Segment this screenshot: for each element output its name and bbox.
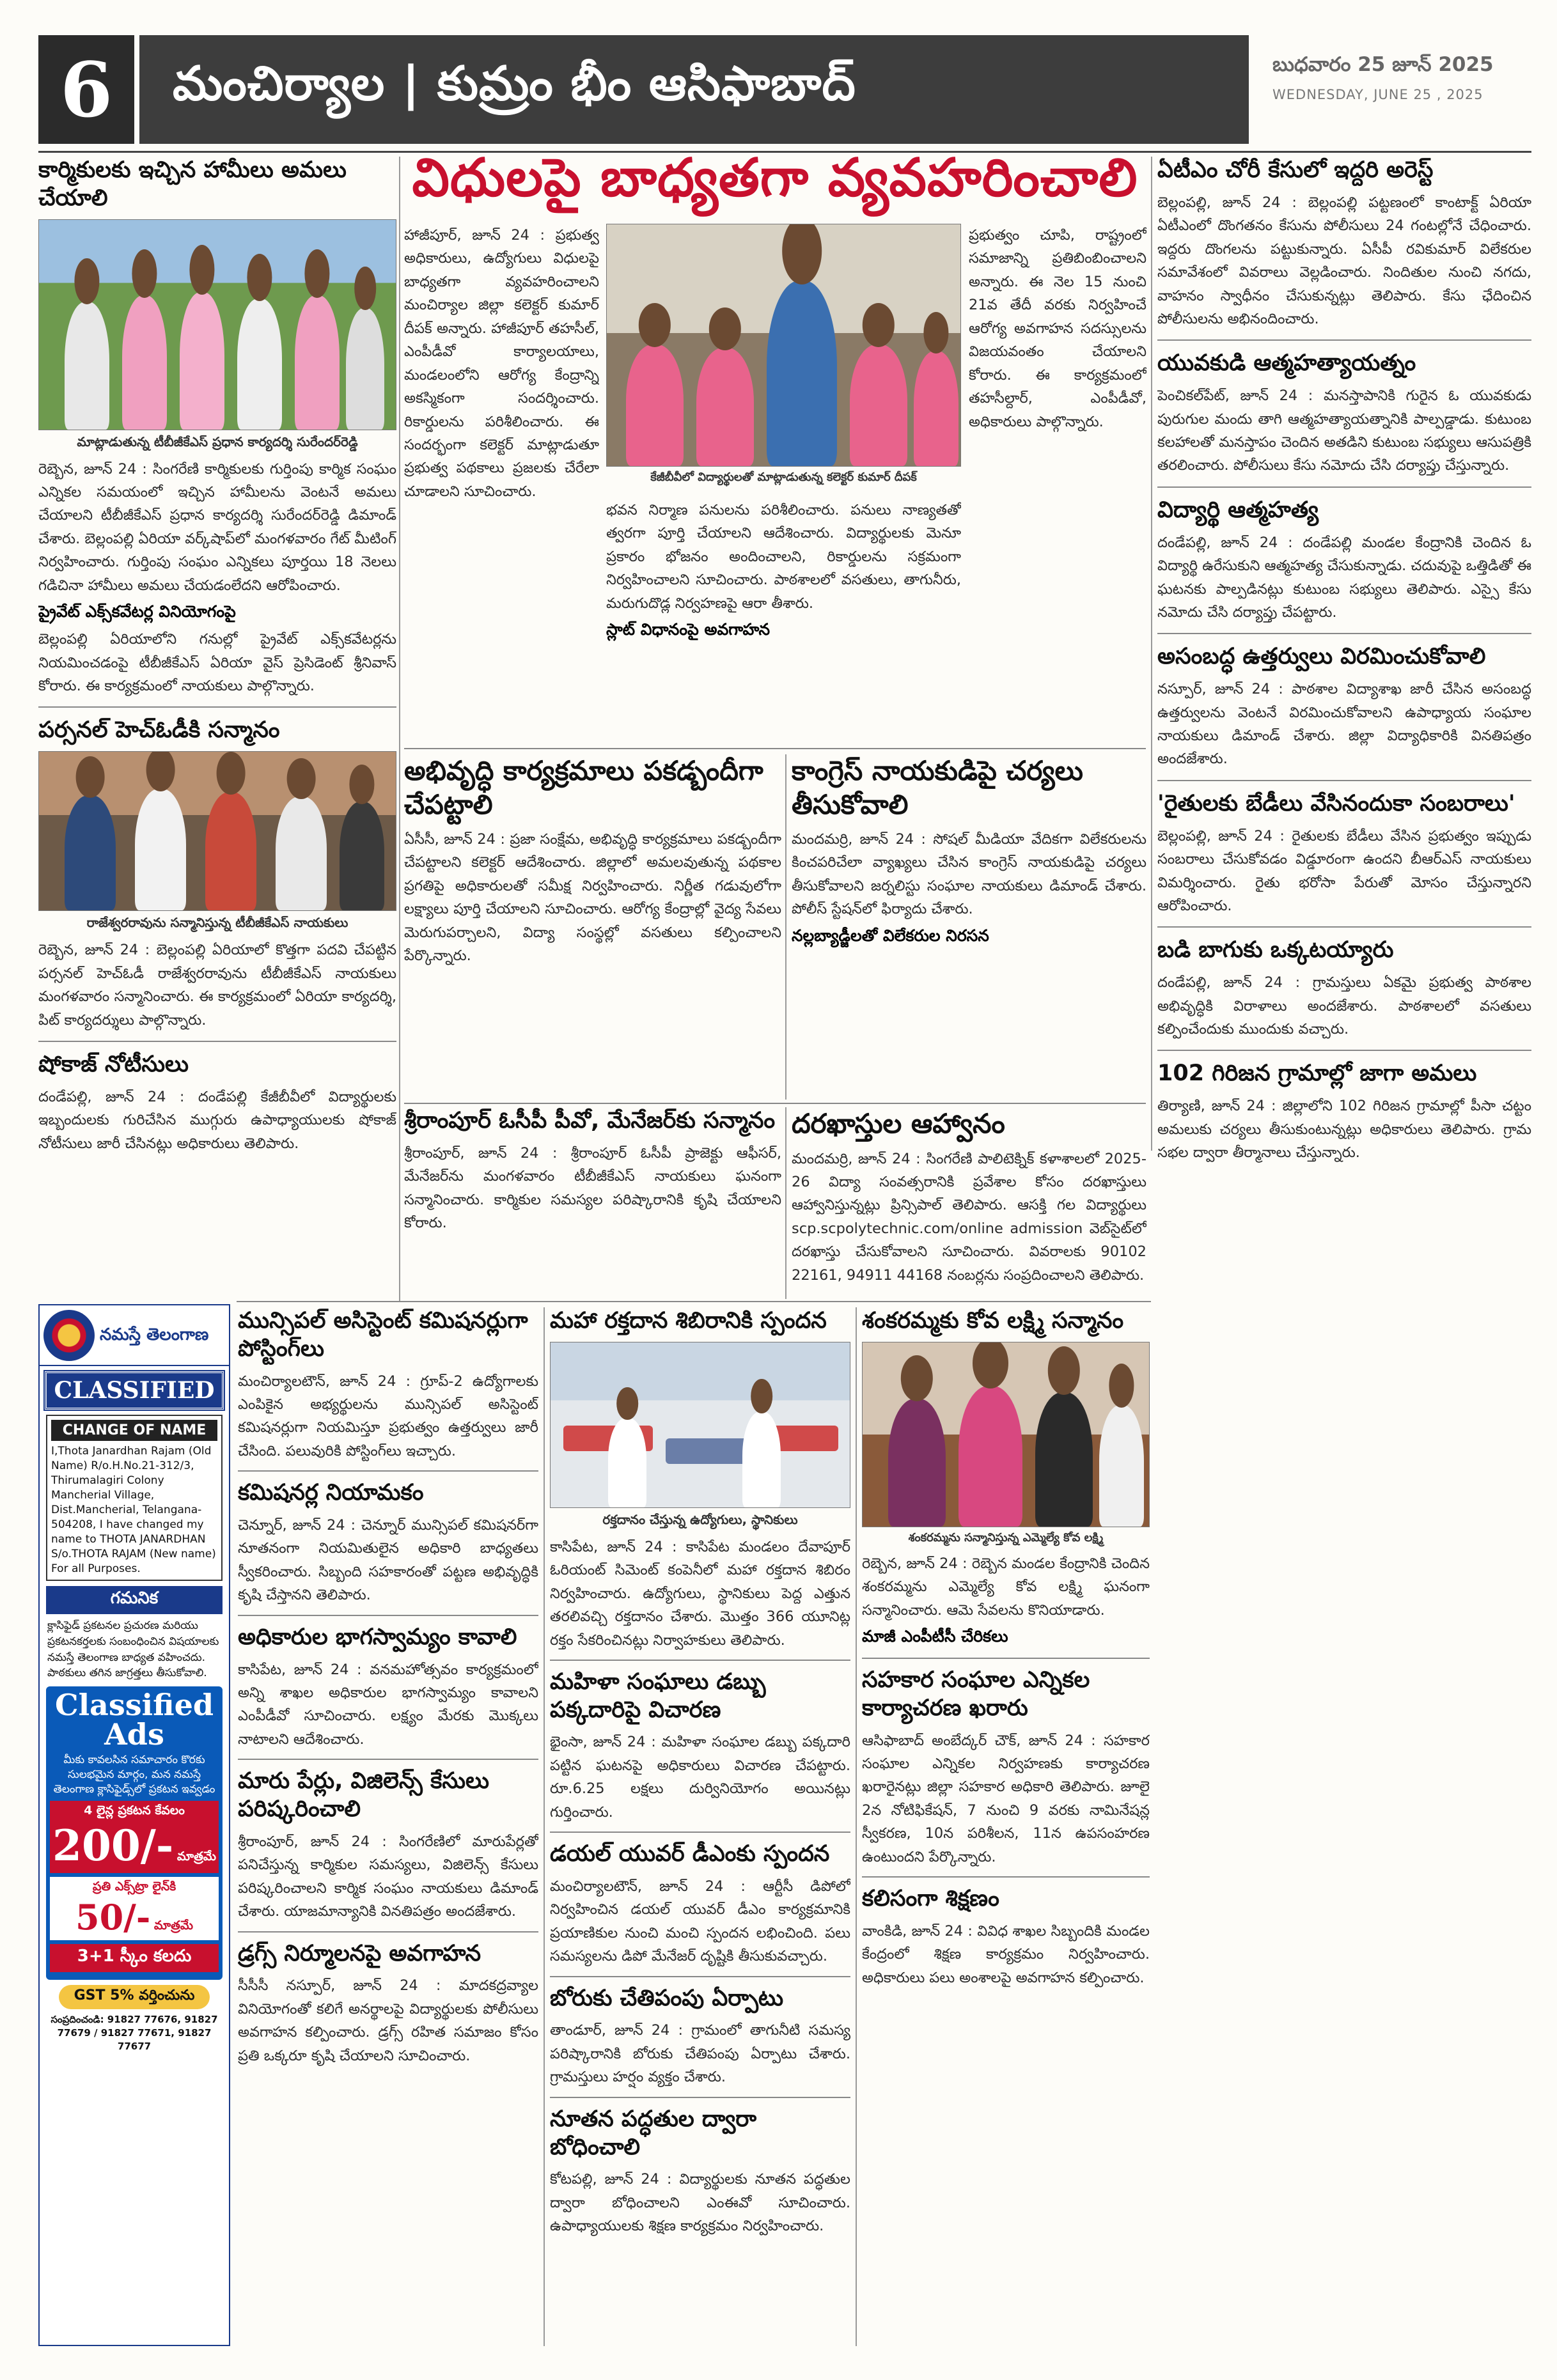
- offer-box: [50, 1801, 219, 1873]
- main-subheading: స్లాట్ విధానంపై అవగాహన: [606, 620, 771, 639]
- notice-title: గమనిక: [46, 1586, 223, 1614]
- borewell-body: తాండూర్, జూన్ 24 : గ్రామంలో తాగునీటి సమస్య పరిష్కారానికి బోరుకు చేతిపంపు ఏర్పాటు చేశారు. గ్రామస్తులు హర్షం వ్యక్తం చేశారు.: [550, 2022, 850, 2086]
- column-rule: [544, 1307, 545, 2346]
- blood-photo: [550, 1342, 850, 1508]
- change-of-name-box: [46, 1415, 223, 1581]
- offer-price-suffix: మాత్రమే: [176, 1849, 216, 1863]
- right-story3-headline: విద్యార్థి ఆత్మహత్య: [1157, 497, 1318, 523]
- district-title: మంచిర్యాల | కుమ్రం భీం ఆసిఫాబాద్: [139, 35, 1249, 144]
- divider: [38, 1041, 396, 1042]
- vigilance-body: శ్రీరాంపూర్, జూన్ 24 : సింగరేణిలో మారుపేర్లతో పనిచేస్తున్న కార్మికుల సమస్యలు, విజిలెన్స్ కేసులు పరిష్కరించాలని కార్మిక సంఘం నాయకులు డిమాండ్ చేశారు. యాజమాన్యానికి వినతిపత్రం అందజేశారు.: [238, 1833, 538, 1920]
- main-photo: [606, 224, 961, 467]
- training-headline: కలిసంగా శిక్షణం: [862, 1886, 999, 1912]
- offer-lines: 4 లైన్ల ప్రకటన కేవలం: [84, 1803, 185, 1817]
- divider: [238, 1470, 538, 1472]
- right-story6-headline: బడి బాగుకు ఒక్కటయ్యారు: [1157, 937, 1394, 963]
- congress-body: మందమర్రి, జూన్ 24 : సోషల్ మీడియా వేదికగా విలేకరులను కించపరిచేలా వ్యాఖ్యలు చేసిన కాంగ్రెస్ నాయకుడిపై చర్యలు తీసుకోవాలని జర్నలిస్టు సంఘాల నాయకులు డిమాండ్ చేశారు. పోలీస్ స్టేషన్‌లో ఫిర్యాదు చేశారు.: [792, 831, 1146, 918]
- photo-scene: [863, 1342, 1149, 1527]
- classified-ad: [38, 1304, 230, 2346]
- date-telugu: బుధవారం 25 జూన్ 2025: [1272, 53, 1494, 76]
- left-story1-headline: కార్మికులకు ఇచ్చిన హామీలు అమలు చేయాలి: [38, 157, 347, 211]
- congress-story: [792, 754, 1146, 1100]
- scheme-badge: 3+1 స్కీం కలదు: [50, 1944, 219, 1972]
- shankaramma-headline: శంకరమ్మకు కోవ లక్ష్మి సన్మానం: [862, 1308, 1124, 1334]
- cooperative-body: ఆసిఫాబాద్ అంబేద్కర్ చౌక్, జూన్ 24 : సహకార సంఘాల ఎన్నికల నిర్వహణకు కార్యాచరణ ఖరారైనట్లు జిల్లా సహకార అధికారి తెలిపారు. జూలై 2న నోటిఫికేషన్, 7 నుంచి 9 వరకు నామినేషన్ల స్వీకరణ, 10న పరిశీలన, 11న ఉపసంహరణ ఉంటుందని పేర్కొన్నారు.: [862, 1732, 1150, 1865]
- darakhast-story: [792, 1107, 1146, 1299]
- column-rule: [399, 157, 400, 1301]
- divider: [1157, 486, 1531, 488]
- blood-body: కాసిపేట, జూన్ 24 : కాసిపేట మండలం దేవాపూర్ ఓరియంట్ సిమెంట్ కంపెనీలో మహా రక్తదాన శిబిరం నిర్వహించారు. ఉద్యోగులు, స్థానికులు పెద్ద ఎత్తున తరలివచ్చి రక్తదానం చేశారు. మొత్తం 366 యూనిట్ల రక్తం సేకరించినట్లు నిర్వాహకులు తెలిపారు.: [550, 1538, 850, 1649]
- shankaramma-body: రెబ్బెన, జూన్ 24 : రెబ్బెన మండల కేంద్రానికి చెందిన శంకరమ్మను ఎమ్మెల్యే కోవ లక్ష్మి ఘనంగా సన్మానించారు. ఆమె సేవలను కొనియాడారు.: [862, 1555, 1150, 1619]
- right-story4-headline: అసంబద్ధ ఉత్తర్వులు విరమించుకోవాలి: [1157, 644, 1486, 670]
- right-column: [1157, 157, 1531, 2346]
- shankaramma-subheading: మాజీ ఎంపీటీసీ చేరికలు: [862, 1627, 1008, 1646]
- commissioner-headline: కమిషనర్ల నియామకం: [238, 1480, 424, 1506]
- divider: [550, 1976, 850, 1977]
- divider: [1157, 926, 1531, 928]
- left-story1-body: రెబ్బెన, జూన్ 24 : సింగరేణి కార్మికులకు గుర్తింపు కార్మిక సంఘం ఎన్నికల సమయంలో ఇచ్చిన హామీలను వెంటనే అమలు చేయాలని టీబీజీకేఎస్ ప్రధాన కార్యదర్శి సురేందర్‌రెడ్డి డిమాండ్ చేశారు. బెల్లంపల్లి ఏరియా వర్క్‌షాప్‌లో మంగళవారం గేట్ మీటింగ్ నిర్వహించారు. గుర్తింపు సంఘం ఎన్నికలు పూర్తయి 18 నెలలు గడిచినా హామీలు అమలు చేయడంలేదని ఆరోపించారు.: [38, 460, 396, 594]
- divider: [238, 1759, 538, 1760]
- municipal-body: మంచిర్యాలటౌన్, జూన్ 24 : గ్రూప్-2 ఉద్యోగాలకు ఎంపికైన అభ్యర్థులను మున్సిపల్ అసిస్టెంట్ కమిషనర్లుగా నియమిస్తూ ప్రభుత్వం ఉత్తర్వులు జారీ చేసింది. పలువురికి పోస్టింగ్‌లు ఇచ్చారు.: [238, 1373, 538, 1459]
- lower-col-c: [862, 1307, 1150, 2346]
- notice-text: క్లాసిఫైడ్ ప్రకటనల ప్రచురణ మరియు ప్రకటనకర్తలకు సంబంధించిన విషయాలకు నమస్తే తెలంగాణ బాధ్యత వహించదు. పాఠకులు తగిన జాగ్రత్తలు తీసుకోవాలి.: [47, 1619, 219, 1680]
- teach-body: కోటపల్లి, జూన్ 24 : విద్యార్థులకు నూతన పద్ధతుల ద్వారా బోధించాలని ఎంఈవో సూచించారు. ఉపాధ్యాయులకు శిక్షణ కార్యక్రమం నిర్వహించారు.: [550, 2171, 850, 2235]
- right-story6-body: దండేపల్లి, జూన్ 24 : గ్రామస్తులు ఏకమై ప్రభుత్వ పాఠశాల అభివృద్ధికి విరాళాలు అందజేశారు. పాఠశాలలో వసతులు కల్పించేందుకు ముందుకు వచ్చారు.: [1157, 974, 1531, 1038]
- column-rule: [1151, 157, 1152, 1151]
- photo-scene: [607, 224, 960, 466]
- ad-classified-label: CLASSIFIED: [45, 1371, 224, 1410]
- srirampur-body: శ్రీరాంపూర్, జూన్ 24 : శ్రీరాంపూర్ ఓసీపీ ప్రాజెక్టు ఆఫీసర్, మేనేజర్‌ను మంగళవారం టీబీజీకేఎస్ నాయకులు ఘనంగా సన్మానించారు. కార్మికుల సమస్యల పరిష్కారానికి కృషి చేయాలని కోరారు.: [404, 1144, 781, 1232]
- divider: [38, 706, 396, 708]
- divider: [237, 1301, 1151, 1302]
- left-story3-body: దండేపల్లి, జూన్ 24 : దండేపల్లి కేజీబీవీలో విద్యార్థులకు ఇబ్బందులకు గురిచేసిన ముగ్గురు ఉపాధ్యాయులకు షోకాజ్ నోటీసులు జారీ చేసినట్లు అధికారులు తెలిపారు.: [38, 1088, 396, 1152]
- right-story1-headline: ఏటీఎం చోరీ కేసులో ఇద్దరి అరెస్ట్: [1157, 157, 1434, 183]
- dial-body: మంచిర్యాలటౌన్, జూన్ 24 : ఆర్టీసీ డిపోలో నిర్వహించిన డయల్ యువర్ డీఎం కార్యక్రమానికి ప్రయాణికుల నుంచి మంచి స్పందన లభించింది. పలు సమస్యలను డిపో మేనేజర్ దృష్టికి తీసుకువచ్చారు.: [550, 1878, 850, 1965]
- page-number: 6: [38, 35, 134, 144]
- divider: [862, 1658, 1150, 1659]
- date-english: WEDNESDAY, JUNE 25 , 2025: [1272, 87, 1483, 102]
- officers-body: కాసిపేట, జూన్ 24 : వనమహోత్సవం కార్యక్రమంలో అన్ని శాఖల అధికారుల భాగస్వామ్యం కావాలని ఎంపీడీవో సూచించారు. లక్ష్యం మేరకు మొక్కలు నాటాలని ఆదేశించారు.: [238, 1661, 538, 1748]
- drugs-headline: డ్రగ్స్ నిర్మూలనపై అవగాహన: [238, 1940, 481, 1966]
- dev-body: ఏసీసీ, జూన్ 24 : ప్రజా సంక్షేమ, అభివృద్ధి కార్యక్రమాలు పకడ్బందీగా చేపట్టాలని కలెక్టర్ ఆదేశించారు. జిల్లాలో అమలవుతున్న పథకాల ప్రగతిపై అధికారులతో సమీక్ష నిర్వహించారు. నిర్ణీత గడువులోగా లక్ష్యాలు పూర్తి చేయాలని సూచించారు. ఆరోగ్య కేంద్రాల్లో వైద్య సేవలు మెరుగుపర్చాలని, విద్యా సంస్థల్లో వసతులు కల్పించాలని పేర్కొన్నారు.: [404, 831, 781, 965]
- dev-headline: అభివృద్ధి కార్యక్రమాలు పకడ్బందీగా చేపట్టాలి: [404, 755, 763, 820]
- commissioner-body: చెన్నూర్, జూన్ 24 : చెన్నూర్ మున్సిపల్ కమిషనర్‌గా నూతనంగా నియమితులైన అధికారి బాధ్యతలు స్వీకరించారు. సిబ్బంది సహకారంతో పట్టణ అభివృద్ధికి కృషి చేస్తానని తెలిపారు.: [238, 1517, 538, 1604]
- left-story1-photo: [38, 219, 396, 430]
- officers-headline: అధికారుల భాగస్వామ్యం కావాలి: [238, 1624, 517, 1650]
- left-story2-caption: రాజేశ్వరరావును సన్మానిస్తున్న టీబీజీకేఎస్ నాయకులు: [86, 915, 348, 931]
- blood-caption: రక్తదానం చేస్తున్న ఉద్యోగులు, స్థానికులు: [602, 1511, 798, 1527]
- main-col3: [969, 224, 1146, 745]
- lower-col-b: [550, 1307, 850, 2346]
- main-headline: విధులపై బాధ్యతగా వ్యవహరించాలి: [412, 147, 1138, 208]
- extra-price: 50/-: [75, 1896, 151, 1938]
- darakhast-body: మందమర్రి, జూన్ 24 : సింగరేణి పాలిటెక్నిక్ కళాశాలలో 2025-26 విద్యా సంవత్సరానికి ప్రవేశాల కోసం దరఖాస్తులు ఆహ్వానిస్తున్నట్లు ప్రిన్సిపాల్ తెలిపారు. ఆసక్తి గల విద్యార్థులు scp.scpolytechnic.com/online admission వెబ్‌సైట్‌లో దరఖాస్తు చేసుకోవాలని సూచించారు. వివరాలకు 90102 22161, 94911 44168 నంబర్లను సంప్రదించాలని తెలిపారు.: [792, 1150, 1146, 1284]
- left-story2-photo: [38, 751, 396, 911]
- left-story3-headline: షోకాజ్ నోటీసులు: [38, 1051, 189, 1077]
- left-story1-body2: బెల్లంపల్లి ఏరియాలోని గనుల్లో ప్రైవేట్ ఎక్స్‌కవేటర్లను నియమించడంపై టీబీజీకేఎస్ ఏరియా వైస్ ప్రెసిడెంట్ శ్రీనివాస్ కోరారు. ఈ కార్యక్రమంలో నాయకులు పాల్గొన్నారు.: [38, 631, 396, 694]
- divider: [550, 1832, 850, 1833]
- main-body-col3: ప్రభుత్వం చూపి, రాష్ట్రంలో సమాజాన్ని ప్రతిబింబించాలని అన్నారు. ఈ నెల 15 నుంచి 21వ తేదీ వరకు నిర్వహించే ఆరోగ్య అవగాహన సదస్సులను విజయవంతం చేయాలని కోరారు. ఈ కార్యక్రమంలో తహసీల్దార్, ఎంపీడీవో, అధికారులు పాల్గొన్నారు.: [969, 227, 1146, 430]
- main-body-col2: భవన నిర్మాణ పనులను పరిశీలించారు. పనులు నాణ్యతతో త్వరగా పూర్తి చేయాలని ఆదేశించారు. విద్యార్థులకు మెనూ ప్రకారం భోజనం అందించాలని, రికార్డులను సక్రమంగా నిర్వహించాలని సూచించారు. పాఠశాలలో వసతులు, తాగునీరు, మరుగుదొడ్ల నిర్వహణపై ఆరా తీశారు.: [606, 502, 961, 612]
- divider: [1157, 339, 1531, 341]
- ad-contact: సంప్రదించండి: 91827 77676, 91827 77679 / 91827 77671, 91827 77677: [51, 2013, 218, 2052]
- divider: [1157, 1050, 1531, 1051]
- extra-suffix: మాత్రమే: [153, 1918, 193, 1933]
- extra-line-box: [50, 1877, 219, 1940]
- teach-headline: నూతన పద్ధతుల ద్వారా బోధించాలి: [550, 2106, 757, 2160]
- divider: [404, 748, 1146, 749]
- training-body: వాంకిడి, జూన్ 24 : వివిధ శాఖల సిబ్బందికి మండల కేంద్రంలో శిక్షణ కార్యక్రమం నిర్వహించారు. అధికారులు పలు అంశాలపై అవగాహన కల్పించారు.: [862, 1922, 1150, 1986]
- divider: [550, 1660, 850, 1661]
- divider: [404, 1103, 1146, 1104]
- women-headline: మహిళా సంఘాలు డబ్బు పక్కదారిపై విచారణ: [550, 1668, 766, 1723]
- ads-promo: [46, 1686, 223, 1980]
- right-story1-body: బెల్లంపల్లి, జూన్ 24 : బెల్లంపల్లి పట్టణంలో కాంటాక్ట్ ఏరియా ఏటీఎంలో దొంగతనం కేసును పోలీసులు 24 గంటల్లోనే చేధించారు. ఇద్దరు దొంగలను పట్టుకున్నారు. ఏసీపీ రవికుమార్ విలేకరుల సమావేశంలో వివరాలు వెల్లడించారు. నిందితుల నుంచి నగదు, వాహనం స్వాధీనం చేసుకున్నట్లు తెలిపారు. కేసు ఛేదించిన పోలీసులను అభినందించారు.: [1157, 194, 1531, 327]
- emblem-icon: [43, 1310, 95, 1361]
- date-block: [1272, 53, 1531, 102]
- column-rule: [856, 1307, 857, 2346]
- divider: [238, 1615, 538, 1616]
- ad-brand: నమస్తే తెలంగాణ: [100, 1325, 209, 1345]
- congress-headline: కాంగ్రెస్ నాయకుడిపై చర్యలు తీసుకోవాలి: [792, 755, 1083, 820]
- right-story7-headline: 102 గిరిజన గ్రామాల్లో జాగా అమలు: [1157, 1061, 1477, 1087]
- right-story5-headline: 'రైతులకు బేడీలు వేసినందుకా సంబరాలు': [1157, 790, 1515, 816]
- photo-scene: [39, 220, 396, 430]
- ads-text: మీకు కావలసిన సమాచారం కొరకు సులభమైన మార్గం, మన నమస్తే తెలంగాణ క్లాసిఫైడ్స్‌లో ప్రకటన ఇవ్వడం: [53, 1754, 215, 1796]
- ad-logo-row: [40, 1305, 229, 1366]
- extra-line-label: ప్రతి ఎక్స్‌ట్రా లైన్‌కి: [92, 1879, 176, 1894]
- main-photo-caption: కేజీబీవీలో విద్యార్థులతో మాట్లాడుతున్న కలెక్టర్ కుమార్ దీపక్: [650, 471, 917, 484]
- right-story2-headline: యువకుడి ఆత్మహత్యాయత్నం: [1157, 350, 1416, 377]
- shankaramma-photo: [862, 1342, 1150, 1527]
- left-story1-caption: మాట్లాడుతున్న టీబీజీకేఎస్ ప్రధాన కార్యదర్శి సురేందర్‌రెడ్డి: [77, 433, 358, 449]
- right-story3-body: దండేపల్లి, జూన్ 24 : దండేపల్లి మండల కేంద్రానికి చెందిన ఓ విద్యార్థి ఉరేసుకుని ఆత్మహత్య చేసుకున్నాడు. చదువుపై ఒత్తిడితో ఈ ఘటనకు పాల్పడినట్లు కుటుంబ సభ్యులు తెలిపారు. ఎస్సై కేసు నమోదు చేసి దర్యాప్తు చేపట్టారు.: [1157, 534, 1531, 621]
- masthead: [38, 35, 1531, 144]
- right-story7-body: తిర్యాణి, జూన్ 24 : జిల్లాలోని 102 గిరిజన గ్రామాల్లో పీసా చట్టం అమలుకు చర్యలు తీసుకుంటున్నట్లు అధికారులు తెలిపారు. గ్రామ సభల ద్వారా తీర్మానాలు చేస్తున్నారు.: [1157, 1098, 1531, 1162]
- lower-col-a: [238, 1307, 538, 2346]
- main-body-col1: హాజీపూర్, జూన్ 24 : ప్రభుత్వ అధికారులు, ఉద్యోగులు విధులపై బాధ్యతగా వ్యవహరించాలని మంచిర్యాల జిల్లా కలెక్టర్ కుమార్ దీపక్ అన్నారు. హాజీపూర్ తహసీల్, ఎంపీడీవో కార్యాలయాలు, మండలంలోని ఆరోగ్య కేంద్రాన్ని అకస్మికంగా సందర్శించారు. రికార్డులను పరిశీలించారు. ఈ సందర్భంగా కలెక్టర్ మాట్లాడుతూ ప్రభుత్వ పథకాలు ప్రజలకు చేరేలా చూడాలని సూచించారు.: [404, 227, 599, 500]
- borewell-headline: బోరుకు చేతిపంపు ఏర్పాటు: [550, 1985, 784, 2011]
- divider: [862, 1876, 1150, 1878]
- ads-logo: Classified Ads: [54, 1688, 214, 1752]
- photo-scene: [39, 752, 396, 910]
- cooperative-headline: సహకార సంఘాల ఎన్నికల కార్యాచరణ ఖరారు: [862, 1667, 1090, 1721]
- divider: [550, 2097, 850, 2098]
- change-of-name-text: I,Thota Janardhan Rajam (Old Name) R/o.H.No.21-312/3, Thirumalagiri Colony Mancherial Village, Dist.Mancherial, Telangana-504208, I have changed my name to THOTA JANARDHAN S/o.THOTA RAJAM (New name) For all Purposes.: [51, 1445, 216, 1575]
- photo-scene: [551, 1342, 850, 1507]
- change-of-name-title: CHANGE OF NAME: [51, 1420, 217, 1441]
- main-col1: [404, 224, 599, 745]
- municipal-headline: మున్సిపల్ అసిస్టెంట్ కమిషనర్లుగా పోస్టింగ్‌లు: [238, 1308, 528, 1362]
- divider: [1157, 633, 1531, 634]
- left-column: [38, 157, 396, 1295]
- column-rule: [785, 754, 786, 1100]
- darakhast-headline: దరఖాస్తుల ఆహ్వానం: [792, 1108, 1005, 1139]
- srirampur-story: [404, 1107, 781, 1299]
- dial-headline: డయల్ యువర్ డీఎంకు స్పందన: [550, 1841, 830, 1867]
- main-col2: [606, 499, 961, 742]
- right-story5-body: బెల్లంపల్లి, జూన్ 24 : రైతులకు బేడీలు వేసిన ప్రభుత్వం ఇప్పుడు సంబరాలు చేసుకోవడం విడ్డూరంగా ఉందని బీఆర్ఎస్ నాయకులు విమర్శించారు. రైతు భరోసా పేరుతో మోసం చేస్తున్నారని ఆరోపించారు.: [1157, 827, 1531, 914]
- divider: [238, 1931, 538, 1933]
- blood-headline: మహా రక్తదాన శిబిరానికి స్పందన: [550, 1308, 827, 1334]
- srirampur-headline: శ్రీరాంపూర్ ఓసీపీ పీవో, మేనేజర్‌కు సన్మానం: [404, 1108, 776, 1133]
- drugs-body: సీసీసీ నస్పూర్, జూన్ 24 : మాదకద్రవ్యాల వినియోగంతో కలిగే అనర్థాలపై విద్యార్థులకు పోలీసులు అవగాహన కల్పించారు. డ్రగ్స్ రహిత సమాజం కోసం ప్రతి ఒక్కరూ కృషి చేయాలని సూచించారు.: [238, 1977, 538, 2064]
- vigilance-headline: మారు పేర్లు, విజిలెన్స్ కేసులు పరిష్కరించాలి: [238, 1768, 489, 1822]
- congress-subheading: నల్లబ్యాడ్జీలతో విలేకరుల నిరసన: [792, 926, 989, 945]
- gst-badge: GST 5% వర్తించును: [59, 1985, 210, 2009]
- divider: [1157, 780, 1531, 781]
- dev-story: [404, 754, 781, 1100]
- right-story4-body: నస్పూర్, జూన్ 24 : పాఠశాల విద్యాశాఖ జారీ చేసిన అసంబద్ధ ఉత్తర్వులను వెంటనే విరమించుకోవాలని ఉపాధ్యాయ సంఘాల నాయకులు డిమాండ్ చేశారు. జిల్లా విద్యాధికారికి వినతిపత్రం అందజేశారు.: [1157, 681, 1531, 768]
- women-body: భైంసా, జూన్ 24 : మహిళా సంఘాల డబ్బు పక్కదారి పట్టిన ఘటనపై అధికారులు విచారణ చేపట్టారు. రూ.6.25 లక్షలు దుర్వినియోగం అయినట్లు గుర్తించారు.: [550, 1734, 850, 1821]
- main-photo-block: [606, 224, 961, 492]
- shankaramma-caption: శంకరమ్మను సన్మానిస్తున్న ఎమ్మెల్యే కోవ లక్ష్మి: [908, 1530, 1104, 1544]
- left-story2-headline: పర్సనల్ హెచ్ఓడీకి సన్మానం: [38, 717, 280, 743]
- offer-price: 200/-: [52, 1820, 174, 1871]
- right-story2-body: పెంచికల్‌పేట్, జూన్ 24 : మనస్తాపానికి గురైన ఓ యువకుడు పురుగుల మందు తాగి ఆత్మహత్యాయత్నానికి పాల్పడ్డాడు. కుటుంబ కలహాలతో మనస్తాపం చెందిన అతడిని కుటుంబ సభ్యులు ఆసుపత్రికి తరలించారు. పోలీసులు కేసు నమోదు చేసి దర్యాప్తు చేస్తున్నారు.: [1157, 387, 1531, 474]
- column-rule: [785, 1107, 786, 1299]
- left-story2-body: రెబ్బెన, జూన్ 24 : బెల్లంపల్లి ఏరియాలో కొత్తగా పదవి చేపట్టిన పర్సనల్ హెచ్ఓడీ రాజేశ్వరరావును టీబీజీకేఎస్ నాయకులు మంగళవారం సన్మానించారు. ఈ కార్యక్రమంలో ఏరియా కార్యదర్శి, పిట్ కార్యదర్శులు పాల్గొన్నారు.: [38, 942, 396, 1029]
- left-story1-subheading: ప్రైవేట్ ఎక్స్‌కవేటర్ల వినియోగంపై: [38, 602, 236, 621]
